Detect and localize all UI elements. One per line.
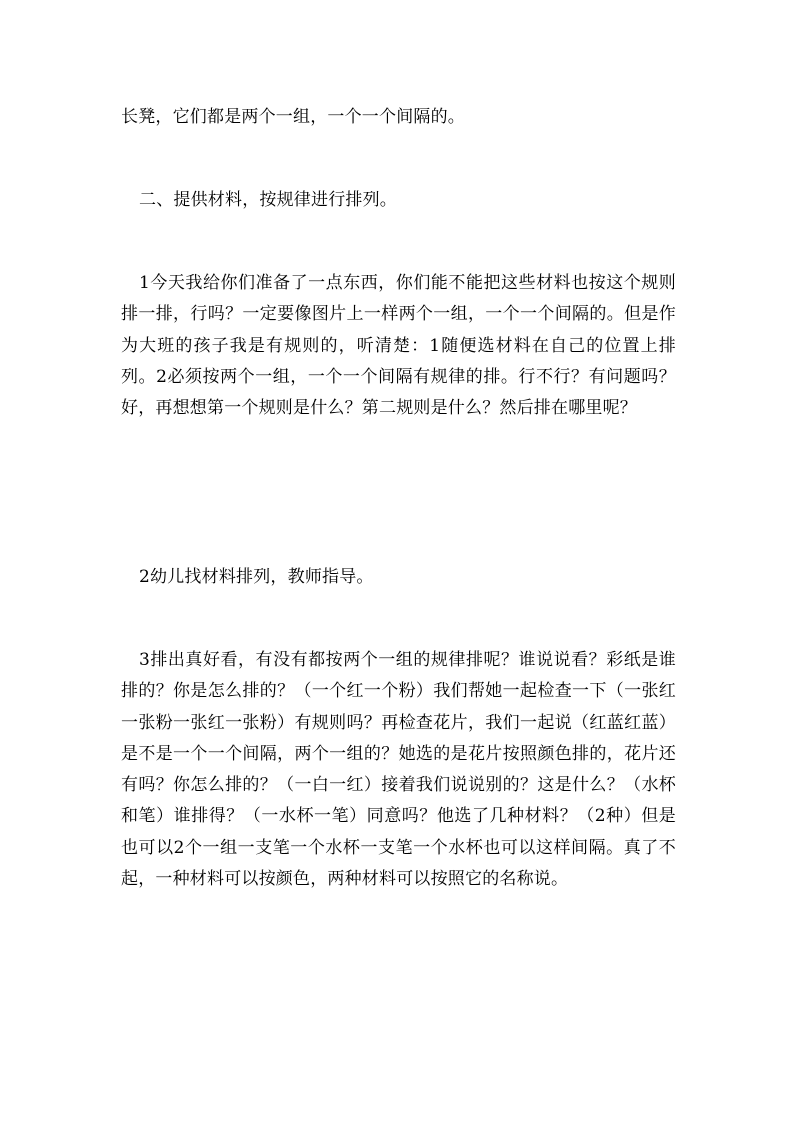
- section-heading: 二、提供材料，按规律进行排列。: [139, 190, 397, 210]
- paragraph-step-1: 1今天我给你们准备了一点东西，你们能不能把这些材料也按这个规则排一排，行吗？一定要像图片上一样两个一组，一个一个间隔的。但是作为大班的孩子我是有规则的，听清楚：1随便选材料在自己的位置上排列。2必须按两个一组，一个一个间隔有规律的排。行不行？有问题吗？好，再想想第一个规则是什么？第二规则是什么？然后排在哪里呢？: [121, 273, 676, 419]
- paragraph-step-2: 2幼儿找材料排列，教师指导。: [139, 567, 374, 587]
- paragraph-continuation: 长凳，它们都是两个一组，一个一个间隔的。: [121, 107, 465, 127]
- paragraph-step-3: 3排出真好看，有没有都按两个一组的规律排呢？谁说说看？彩纸是谁排的？你是怎么排的？（一个红一个粉）我们帮她一起检查一下（一张红一张粉一张红一张粉）有规则吗？再检查花片，我们一起说（红蓝红蓝）是不是一个一个间隔，两个一组的？她选的是花片按照颜色排的，花片还有吗？你怎么排的？（一白一红）接着我们说说别的？这是什么？（水杯和笔）谁排得？（一水杯一笔）同意吗？他选了几种材料？（2种）但是也可以2个一组一支笔一个水杯一支笔一个水杯也可以这样间隔。真了不起，一种材料可以按颜色，两种材料可以按照它的名称说。: [121, 650, 676, 890]
